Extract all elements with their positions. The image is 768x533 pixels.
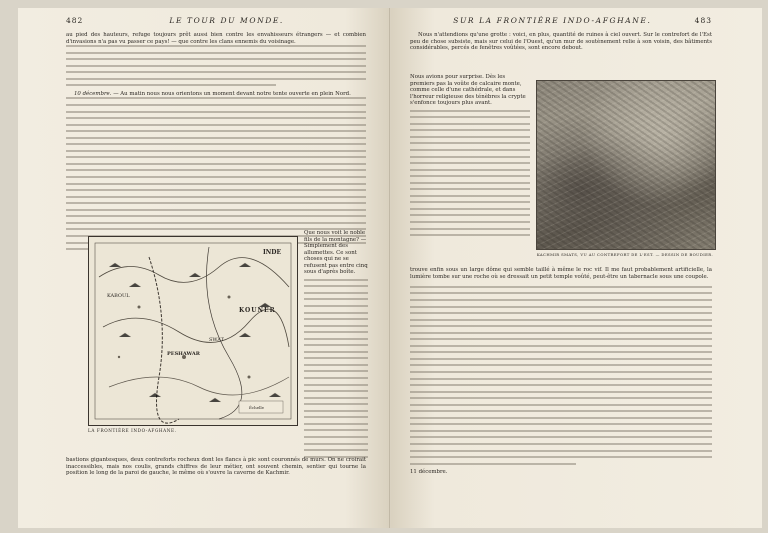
frontier-map: [88, 236, 298, 426]
left-page-header: [66, 16, 370, 25]
right-top-text: [410, 32, 712, 52]
left-text-lines-a: [66, 45, 366, 86]
map-caption: LA FRONTIÈRE INDO-AFGHANE.: [88, 428, 177, 433]
narrow-column-text: Nous avions pour surprise. Dès les premiers pas la voûte de calcaire monte, comme celle d'une cathédrale, et dans l'horreur religieuse des ténèbres la crypte s'enfonce toujours plus avant.: [410, 74, 526, 107]
left-page: [18, 8, 390, 528]
right-opening-paragraph: Nous n'attendions qu'une grotte : voici, en plus, quantité de ruines à ciel ouvert. Sur le contrefort de l'Est peu de chose subsiste, mais sur celui de l'Ouest, qu'un mur de soutènement relie à son voisin, des bâtiments considérables, percés de fenêtres voûtées, sont encore debout.: [410, 32, 712, 52]
left-date-text: — Au matin nous nous orientons un moment devant notre tente ouverte en plein Nord.: [113, 90, 351, 97]
left-top-text: [66, 32, 366, 255]
map-side-column: [304, 230, 368, 462]
right-page-header: [410, 16, 712, 25]
right-lower-paragraph: trouve enfin sous un large dôme qui semble taillé à même le roc vif. Il me faut probablement artificielle, la lumière tombe sur une roche où se dressait un petit temple voûté, peut-être un tabernacle sous une coupole.: [410, 267, 712, 280]
page-number-left: 482: [66, 16, 84, 25]
running-title-left: LE TOUR DU MONDE.: [169, 16, 284, 25]
map-drawing: [89, 237, 297, 425]
right-page: [390, 8, 762, 528]
left-opening-paragraph: au pied des hauteurs, refuge toujours prêt aussi bien contre les envahisseurs étrangers — et combien d'invasions n'a pas vu passer ce pays! — que contre les clans ennemis du voisinage.: [66, 32, 366, 45]
right-last-date: 11 décembre.: [410, 469, 448, 476]
running-title-right: SUR LA FRONTIÈRE INDO-AFGHANE.: [453, 16, 652, 25]
map-scale-label: Échelle: [249, 405, 265, 410]
left-bottom-text: bastions gigantesques, deux contreforts rocheux dont les flancs à pic sont couronnés de murs. On ne croirait inaccessibles, mais nos coulis, grands chiffres de leur métier, ont souvent chemin, sentier qui tourne la position le long de la paroi de gauche, le même où s'ouvre la caverne de Kachmir.: [66, 457, 366, 477]
side-column-text: Que nous voit le noble fils de la montagne? — Simplement des allumettes. Ce sont choses qui ne se refusent pas entre cinq sous d'après boîte.: [304, 230, 368, 276]
book-gutter: [389, 8, 391, 528]
left-date-entry: 10 décembre.: [74, 90, 112, 97]
map-label-kouner: KOUNER: [239, 307, 276, 314]
page-number-right: 483: [694, 16, 712, 25]
left-text-lines-b: [66, 97, 366, 250]
right-narrow-column: [410, 74, 530, 241]
engraving-caption: KACHMIR SMATS, VU AU CONTREFORT DE L'EST. — DESSIN DE BOUDIER.: [536, 252, 714, 257]
map-label-peshawar: PESHAWAR: [167, 351, 200, 357]
map-label-swat: SWAT: [209, 337, 224, 343]
map-label-inde: INDE: [263, 249, 282, 256]
map-label-kaboul: KABOUL: [107, 293, 130, 299]
engraving-illustration: [536, 80, 716, 250]
right-lower-text: [410, 262, 712, 481]
